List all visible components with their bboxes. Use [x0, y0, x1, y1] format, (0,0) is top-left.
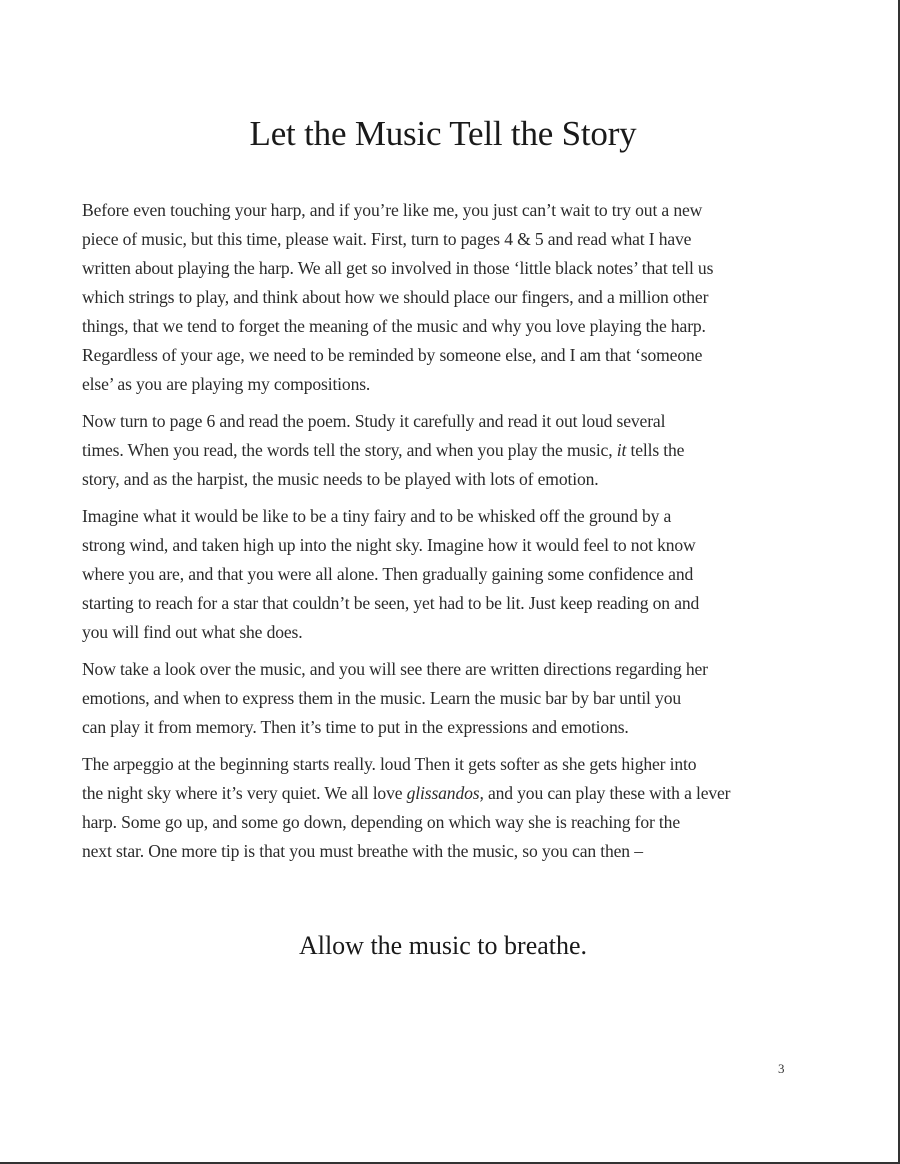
italic-text: glissandos, [406, 783, 484, 803]
text-line [82, 370, 812, 399]
text-line [82, 750, 812, 779]
body-text [82, 196, 812, 874]
text-run: written about playing the harp. We all get so involved in those ‘little black notes’ that tell us [82, 258, 714, 278]
text-line [82, 465, 812, 494]
text-run: Imagine what it would be like to be a tiny fairy and to be whisked off the ground by a [82, 506, 672, 526]
text-line [82, 254, 812, 283]
text-line [82, 531, 812, 560]
page-title: Let the Music Tell the Story [249, 114, 637, 153]
text-run: piece of music, but this time, please wait. First, turn to pages 4 & 5 and read what I have [82, 229, 692, 249]
text-run: The arpeggio at the beginning starts really. loud Then it gets softer as she gets higher into [82, 754, 697, 774]
text-run: things, that we tend to forget the meaning of the music and why you love playing the harp. [82, 316, 706, 336]
text-run: and you can play these with a lever [483, 783, 731, 803]
text-line [82, 684, 812, 713]
text-line [82, 655, 812, 684]
text-run: tells the [626, 440, 685, 460]
paragraph [82, 655, 812, 742]
page-number: 3 [778, 1061, 785, 1076]
text-line [82, 837, 812, 866]
text-run: next star. One more tip is that you must breathe with the music, so you can then – [82, 841, 643, 861]
text-line [82, 196, 812, 225]
text-run: story, and as the harpist, the music needs to be played with lots of emotion. [82, 469, 599, 489]
text-run: emotions, and when to express them in the music. Learn the music bar by bar until you [82, 688, 681, 708]
text-line [82, 779, 812, 808]
paragraph [82, 502, 812, 647]
text-line [82, 312, 812, 341]
text-line [82, 341, 812, 370]
text-run: times. When you read, the words tell the story, and when you play the music, [82, 440, 617, 460]
text-run: which strings to play, and think about how we should place our fingers, and a million other [82, 287, 709, 307]
text-run: Now turn to page 6 and read the poem. Study it carefully and read it out loud several [82, 411, 666, 431]
text-line [82, 713, 812, 742]
paragraph [82, 407, 812, 494]
paragraph [82, 750, 812, 866]
text-run: harp. Some go up, and some go down, depending on which way she is reaching for the [82, 812, 680, 832]
text-line [82, 502, 812, 531]
text-line [82, 407, 812, 436]
paragraph [82, 196, 812, 399]
text-line [82, 225, 812, 254]
text-run: strong wind, and taken high up into the night sky. Imagine how it would feel to not know [82, 535, 696, 555]
text-run: Now take a look over the music, and you will see there are written directions regarding her [82, 659, 708, 679]
text-line [82, 436, 812, 465]
text-run: can play it from memory. Then it’s time to put in the expressions and emotions. [82, 717, 629, 737]
text-run: you will find out what she does. [82, 622, 303, 642]
text-run: starting to reach for a star that couldn’t be seen, yet had to be lit. Just keep reading on and [82, 593, 700, 613]
text-run: Before even touching your harp, and if you’re like me, you just can’t wait to try out a new [82, 200, 703, 220]
text-line [82, 560, 812, 589]
text-run: where you are, and that you were all alone. Then gradually gaining some confidence and [82, 564, 694, 584]
text-line [82, 283, 812, 312]
text-run: Regardless of your age, we need to be reminded by someone else, and I am that ‘someone [82, 345, 703, 365]
text-line [82, 618, 812, 647]
text-line [82, 808, 812, 837]
closing-line: Allow the music to breathe. [298, 931, 588, 960]
text-run: else’ as you are playing my compositions. [82, 374, 371, 394]
text-line [82, 589, 812, 618]
italic-text: it [616, 440, 627, 460]
text-run: the night sky where it’s very quiet. We all love [82, 783, 407, 803]
